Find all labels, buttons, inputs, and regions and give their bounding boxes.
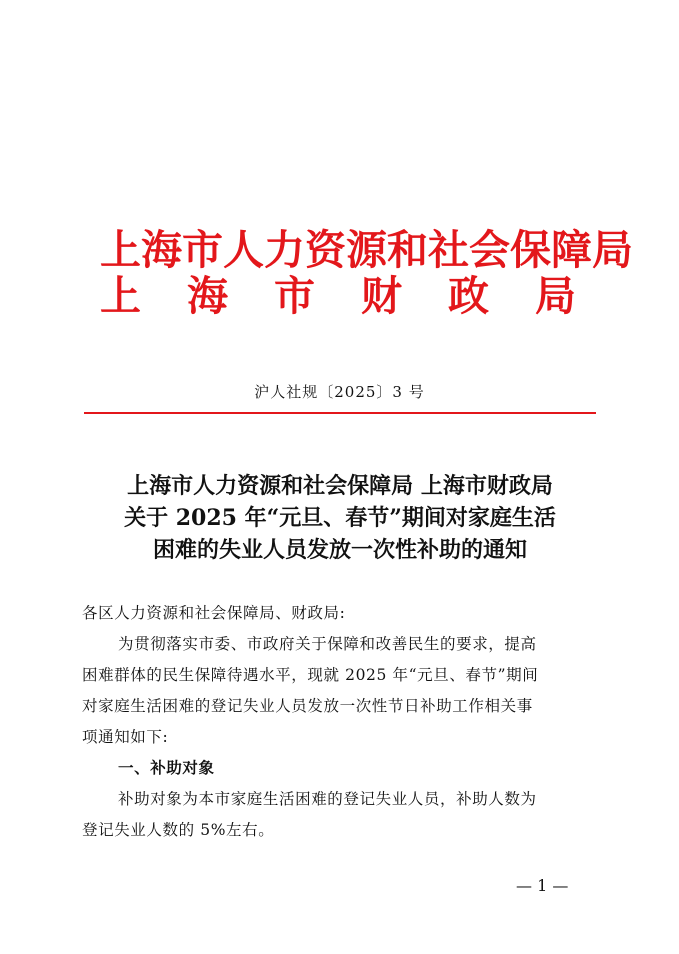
header-char: 市 xyxy=(274,272,315,320)
paragraph-line: 补助对象为本市家庭生活困难的登记失业人员，补助人数为 xyxy=(118,790,537,808)
section-heading: 一、补助对象 xyxy=(118,759,215,777)
header-char: 财 xyxy=(361,272,402,320)
title-line: 困难的失业人员发放一次性补助的通知 xyxy=(152,537,527,563)
paragraph-line: 困难群体的民生保障待遇水平，现就 2025 年“元旦、春节”期间 xyxy=(82,666,539,684)
salutation: 各区人力资源和社会保障局、财政局: xyxy=(82,604,346,622)
issuing-org-header-line2 xyxy=(100,272,576,320)
document-body xyxy=(82,598,602,846)
document-title xyxy=(70,470,610,566)
red-separator-line xyxy=(84,412,596,414)
page-number: — 1 — xyxy=(516,876,569,895)
issuing-org-header-line1: 上海市人力资源和社会保障局 xyxy=(100,226,633,274)
paragraph-line: 登记失业人数的 5%左右。 xyxy=(82,821,275,839)
document-number: 沪人社规〔2025〕3 号 xyxy=(254,383,425,401)
header-char: 上 xyxy=(100,272,141,320)
header-char: 政 xyxy=(448,272,489,320)
title-line: 关于 2025 年“元旦、春节”期间对家庭生活 xyxy=(124,505,556,531)
paragraph-line: 项通知如下: xyxy=(82,728,169,746)
paragraph-line: 为贯彻落实市委、市政府关于保障和改善民生的要求，提高 xyxy=(118,635,537,653)
title-line: 上海市人力资源和社会保障局 上海市财政局 xyxy=(127,473,553,499)
header-char: 海 xyxy=(187,272,228,320)
header-char: 局 xyxy=(535,272,576,320)
paragraph-line: 对家庭生活困难的登记失业人员发放一次性节日补助工作相关事 xyxy=(82,697,533,715)
